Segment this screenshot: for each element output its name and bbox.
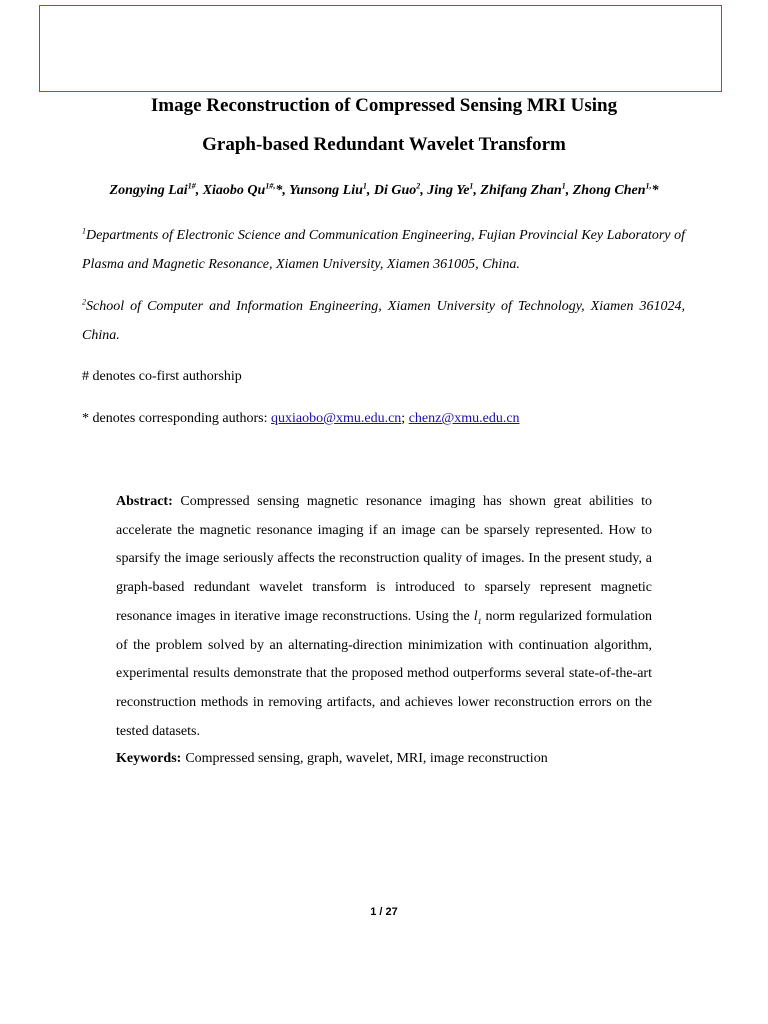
email-link-chenz[interactable]: chenz@xmu.edu.cn [408, 411, 520, 426]
abstract-label: Abstract: [116, 494, 173, 509]
keywords-line: Keywords: Compressed sensing, graph, wavelet, MRI, image reconstruction [116, 751, 548, 766]
author: Zongying Lai$^{1\#}$, [109, 181, 203, 198]
author: Yunsong Liu$^1$, [289, 181, 374, 198]
page-number: 1 / 27 [370, 906, 398, 918]
author: Xiaobo $Qu^{1\#,}*$, [202, 181, 290, 198]
affiliation-1: $^1$Departments of Electronic Science and Communication Engineering, Fujian Provincial Key Laboratory of Plasma and Magnetic Resonance, Xiamen University, Xiamen 361005, China. [82, 226, 685, 272]
paper-title-line-1: Image Reconstruction of Compressed Sensing MRI Using [150, 95, 618, 116]
co-first-authorship-note: # denotes co-first authorship [82, 369, 242, 384]
author-list [0, 183, 768, 199]
author: Jing Ye$^1$, [427, 181, 481, 198]
paper-title-line-2: Graph-based Redundant Wavelet Transform [202, 134, 566, 155]
header-placeholder-box [39, 5, 722, 92]
author: Di Guo$^2$, [373, 181, 428, 198]
author: Zhong Chen$^{1,}$* [572, 181, 659, 198]
abstract-paragraph: Abstract: Compressed sensing magnetic resonance imaging has shown great abilities to accelerate the magnetic resonance imaging if an image can be sparsely represented. How to sparsify the image seriously affects the reconstruction quality of images. In the present study, a graph-based redundant wavelet transform is introduced to sparsely represent magnetic resonance images in iterative image reconstructions. Using the $l_1$ norm regularized formulation of the problem solved by an alternating-direction minimization with continuation algorithm, experimental results demonstrate that the proposed method outperforms several state-of-the-art reconstruction methods in removing artifacts, and achieves lower reconstruction errors on the tested datasets. [116, 494, 653, 739]
keywords-label: Keywords: [116, 751, 182, 766]
email-link-quxiaobo[interactable]: quxiaobo@xmu.edu.cn [270, 411, 402, 426]
author: Zhifang Zhan$^1$, [480, 181, 573, 198]
corresponding-authors-note: * denotes corresponding authors: quxiaobo@xmu.edu.cn; chenz@xmu.edu.cn [82, 411, 520, 426]
l1-norm-symbol: $l_1$ [473, 608, 482, 626]
affiliation-2: $^2$School of Computer and Information Engineering, Xiamen University of Technology, Xiamen 361024, China. [82, 297, 685, 343]
